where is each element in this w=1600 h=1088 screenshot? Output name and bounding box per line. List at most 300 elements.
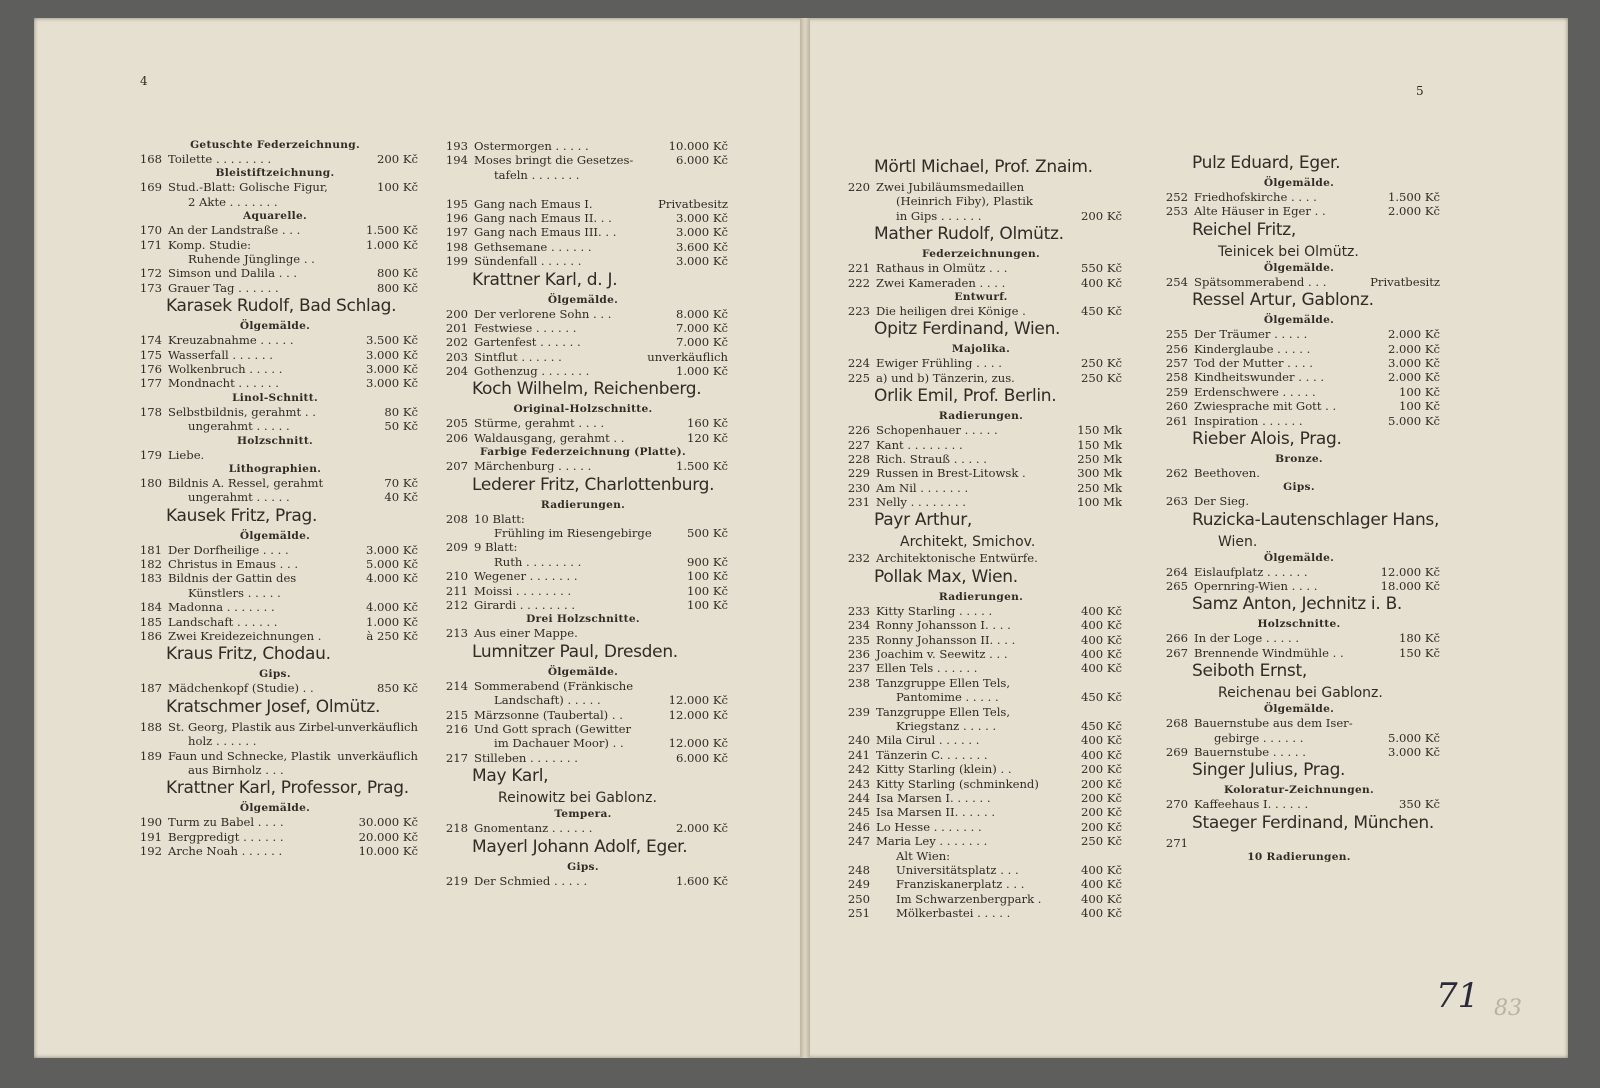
- catalog-entry: [132, 238, 418, 267]
- entry-title: Ellen Tels . . . . . .: [876, 661, 978, 676]
- entry-number: 194: [445, 153, 468, 168]
- entry-title: An der Landstraße . . .: [168, 223, 301, 238]
- entry-price: 250 Kč: [1081, 834, 1122, 849]
- entry-price: 450 Kč: [1081, 690, 1122, 705]
- catalog-entry: [132, 720, 418, 749]
- entry-price: 100 Mk: [1077, 495, 1122, 510]
- entry-title-cont: im Dachauer Moor) . .: [494, 736, 624, 751]
- entry-title: Tanzgruppe Ellen Tels,: [876, 675, 1011, 690]
- entry-price: 3.000 Kč: [365, 376, 418, 391]
- catalog-entry: [840, 805, 1122, 819]
- entry-number: 256: [1165, 341, 1188, 356]
- entry-title-cont: holz . . . . . .: [188, 734, 257, 749]
- page-number-right: 5: [1416, 84, 1424, 98]
- entry-price: 100 Kč: [377, 180, 418, 195]
- entry-title: Gethsemane . . . . . .: [474, 239, 592, 254]
- catalog-entry: [438, 874, 728, 888]
- entry-price: 400 Kč: [1081, 891, 1122, 906]
- entry-number: 201: [445, 320, 468, 335]
- entry-title-cont: Pantomime . . . . .: [896, 690, 999, 705]
- entry-title: Tänzerin C. . . . . . .: [876, 747, 988, 762]
- entry-price: 8.000 Kč: [675, 306, 728, 321]
- catalog-entry: [438, 307, 728, 321]
- entry-price: 400 Kč: [1081, 647, 1122, 662]
- entry-price: 150 Kč: [1399, 645, 1440, 660]
- entry-title: Und Gott sprach (Gewitter: [474, 722, 632, 736]
- entry-price: 400 Kč: [1081, 733, 1122, 748]
- entry-title: Zwei Kreidezeichnungen .: [168, 629, 322, 644]
- entry-price: 500 Kč: [687, 526, 728, 541]
- entry-number: 177: [139, 376, 162, 391]
- entry-title: Madonna . . . . . . .: [168, 600, 275, 615]
- catalog-entry: [438, 708, 728, 722]
- section-heading: Ölgemälde.: [1263, 703, 1335, 716]
- entry-title: Komp. Studie:: [168, 237, 252, 252]
- entry-number: 250: [847, 891, 870, 906]
- catalog-entry: [132, 376, 418, 390]
- catalog-entry: [840, 180, 1122, 223]
- entry-title-cont: Ruhende Jünglinge . .: [188, 251, 315, 266]
- entry-number: 184: [139, 600, 162, 615]
- catalog-entry: [132, 600, 418, 614]
- artist-name: Kratschmer Josef, Olmütz.: [166, 696, 381, 717]
- entry-title: Girardi . . . . . . . .: [474, 598, 576, 613]
- entry-number: 258: [1165, 370, 1188, 385]
- entry-title: Ronny Johansson I. . . .: [876, 618, 1011, 633]
- entry-title: Mädchenkopf (Studie) . .: [168, 681, 314, 696]
- entry-price: 18.000 Kč: [1380, 579, 1440, 594]
- entry-number: 236: [847, 647, 870, 662]
- catalog-entry: [132, 844, 418, 858]
- catalog-entry: [438, 626, 728, 640]
- entry-title-cont: Ruth . . . . . . . .: [494, 554, 582, 569]
- catalog-entry: [1158, 356, 1440, 370]
- entry-title-cont: Künstlers . . . . .: [188, 585, 281, 600]
- entry-price: 150 Mk: [1077, 437, 1122, 452]
- catalog-entry: [132, 543, 418, 557]
- entry-title: Stud.-Blatt: Golische Figur,: [168, 180, 328, 195]
- catalog-entry: [840, 834, 1122, 848]
- artist-name: Koch Wilhelm, Reichenberg.: [472, 379, 702, 400]
- section-heading: Linol-Schnitt.: [232, 391, 318, 404]
- entry-title: Kitty Starling . . . . .: [876, 603, 993, 618]
- entry-price: 1.000 Kč: [365, 237, 418, 252]
- section-heading: Farbige Federzeichnung (Platte).: [480, 446, 686, 459]
- entry-title: Kaffeehaus I. . . . . .: [1194, 797, 1309, 812]
- entry-price: 12.000 Kč: [668, 707, 728, 722]
- catalog-entry: [438, 197, 728, 211]
- entry-title: Brennende Windmühle . .: [1194, 645, 1344, 660]
- entry-title: Der Träumer . . . . .: [1194, 327, 1308, 342]
- entry-title: Der Dorfheilige . . . .: [168, 542, 289, 557]
- entry-title: Mondnacht . . . . . .: [168, 376, 279, 391]
- entry-title: Moissi . . . . . . . .: [474, 583, 572, 598]
- entry-title: Nelly . . . . . . . .: [876, 495, 966, 510]
- entry-price: 100 Kč: [687, 598, 728, 613]
- entry-number: 247: [847, 834, 870, 849]
- entry-number: 266: [1165, 631, 1188, 646]
- artist-name: Pulz Eduard, Eger.: [1192, 153, 1341, 173]
- entry-price: 12.000 Kč: [1380, 564, 1440, 579]
- entry-number: 242: [847, 762, 870, 777]
- entry-price: 200 Kč: [1081, 790, 1122, 805]
- entry-title: Bildnis A. Ressel, gerahmt: [168, 475, 324, 490]
- entry-title: Tod der Mutter . . . .: [1194, 355, 1313, 370]
- catalog-entry: [438, 153, 728, 196]
- entry-number: 232: [847, 551, 870, 566]
- catalog-entry: [840, 762, 1122, 776]
- artist-name: Reichel Fritz,: [1192, 219, 1296, 240]
- section-heading: Federzeichnungen.: [921, 248, 1041, 261]
- section-heading: Original-Holzschnitte.: [513, 403, 653, 416]
- entry-price: 3.000 Kč: [1387, 355, 1440, 370]
- section-heading: Bleistiftzeichnung.: [215, 167, 335, 180]
- catalog-entry: [132, 681, 418, 695]
- entry-number: 172: [139, 266, 162, 281]
- entry-price: 160 Kč: [687, 416, 728, 431]
- artist-name: Seiboth Ernst,: [1192, 661, 1307, 682]
- entry-number: 262: [1165, 465, 1188, 480]
- artist-location: Wien.: [1218, 533, 1258, 550]
- entry-title-cont: Landschaft) . . . . .: [494, 693, 601, 708]
- catalog-entry: [840, 733, 1122, 747]
- entry-number: 203: [445, 349, 468, 364]
- catalog-entry: [1158, 579, 1440, 593]
- entry-title: Liebe.: [168, 447, 205, 462]
- entry-price: 3.000 Kč: [365, 347, 418, 362]
- section-heading: Lithographien.: [228, 462, 322, 475]
- catalog-entry: [132, 333, 418, 347]
- catalog-entry: [840, 423, 1122, 437]
- entry-title: Kreuzabnahme . . . . .: [168, 333, 294, 348]
- catalog-entry: [132, 348, 418, 362]
- entry-number: 187: [139, 681, 162, 696]
- entry-title: Sintflut . . . . . .: [474, 349, 562, 364]
- entry-title: Landschaft . . . . . .: [168, 614, 278, 629]
- entry-title: Im Schwarzenbergpark .: [896, 891, 1042, 906]
- entry-price: 400 Kč: [1081, 747, 1122, 762]
- entry-title: Zwei Jubiläumsmedaillen: [876, 180, 1025, 194]
- entry-number: 255: [1165, 327, 1188, 342]
- entry-title: Isa Marsen I. . . . . .: [876, 790, 991, 805]
- entry-number: 227: [847, 437, 870, 452]
- artist-name: Kraus Fritz, Chodau.: [166, 644, 331, 665]
- catalog-entry: [438, 722, 728, 751]
- entry-title: Erdenschwere . . . . .: [1194, 384, 1316, 399]
- handwritten-number: 71: [1436, 976, 1480, 1016]
- section-heading: Ölgemälde.: [547, 665, 619, 678]
- entry-number: 171: [139, 237, 162, 252]
- catalog-entry: [840, 863, 1122, 877]
- entry-number: 254: [1165, 274, 1188, 289]
- entry-title: Bauernstube aus dem Iser-: [1194, 716, 1353, 731]
- entry-title-cont: aus Birnholz . . .: [188, 763, 284, 778]
- entry-title: Kitty Starling (schminkend): [876, 776, 1039, 791]
- entry-title: In der Loge . . . . .: [1194, 631, 1300, 646]
- entry-title: Wegener . . . . . . .: [474, 569, 578, 584]
- entry-price: 3.000 Kč: [675, 210, 728, 225]
- entry-title: St. Georg, Plastik aus Zirbel-: [168, 719, 339, 734]
- entry-number: 246: [847, 819, 870, 834]
- entry-title: Eislaufplatz . . . . . .: [1194, 564, 1308, 579]
- catalog-entry: [1158, 342, 1440, 356]
- artist-name: Ruzicka-Lautenschlager Hans,: [1192, 509, 1440, 530]
- catalog-entry: [840, 438, 1122, 452]
- entry-number: 231: [847, 495, 870, 510]
- entry-price: 350 Kč: [1399, 797, 1440, 812]
- entry-number: 251: [847, 906, 870, 921]
- entry-price: Privatbesitz: [658, 196, 728, 211]
- section-heading: Majolika.: [951, 343, 1011, 356]
- catalog-entry: [132, 557, 418, 571]
- artist-name: Payr Arthur,: [874, 510, 972, 531]
- entry-title: Spätsommerabend . . .: [1194, 274, 1327, 289]
- entry-price: 400 Kč: [1081, 632, 1122, 647]
- catalog-entry: [840, 495, 1122, 509]
- catalog-entry: [840, 906, 1122, 920]
- entry-title: Der verlorene Sohn . . .: [474, 306, 612, 321]
- entry-title-cont: 2 Akte . . . . . . .: [188, 194, 278, 209]
- entry-price: 3.500 Kč: [365, 333, 418, 348]
- entry-number: 179: [139, 447, 162, 462]
- catalog-entry: [438, 139, 728, 153]
- section-heading: Ölgemälde.: [547, 293, 619, 306]
- catalog-entry: [438, 335, 728, 349]
- entry-title: Wolkenbruch . . . . .: [168, 361, 283, 376]
- entry-title: Christus in Emaus . . .: [168, 557, 299, 572]
- entry-price: à 250 Kč: [366, 629, 418, 644]
- entry-number: 260: [1165, 399, 1188, 414]
- artist-location: Reinowitz bei Gablonz.: [498, 790, 657, 807]
- entry-number: 190: [139, 815, 162, 830]
- entry-number: 217: [445, 750, 468, 765]
- catalog-entry: [438, 459, 728, 473]
- section-heading: Gips.: [259, 668, 291, 681]
- entry-number: 261: [1165, 413, 1188, 428]
- entry-title-cont: tafeln . . . . . . .: [494, 167, 580, 182]
- catalog-entry: [840, 604, 1122, 618]
- entry-number: 202: [445, 335, 468, 350]
- artist-name: Mayerl Johann Adolf, Eger.: [472, 836, 688, 857]
- entry-price: 400 Kč: [1081, 877, 1122, 892]
- catalog-entry: [840, 705, 1122, 734]
- entry-title: Toilette . . . . . . . .: [168, 152, 272, 166]
- entry-number: 206: [445, 430, 468, 445]
- catalog-entry: [438, 416, 728, 430]
- entry-title: Wasserfall . . . . . .: [168, 347, 273, 362]
- catalog-entry: [132, 476, 418, 505]
- catalog-entry: [438, 584, 728, 598]
- entry-title: Gartenfest . . . . . .: [474, 335, 581, 350]
- catalog-entry: [438, 254, 728, 268]
- section-heading: Radierungen.: [540, 498, 626, 511]
- catalog-entry: [840, 633, 1122, 647]
- catalog-entry: [840, 481, 1122, 495]
- entry-price: 200 Kč: [1081, 762, 1122, 777]
- entry-title: Tanzgruppe Ellen Tels,: [876, 704, 1011, 719]
- section-heading: Gips.: [567, 860, 599, 873]
- entry-price: 200 Kč: [377, 152, 418, 166]
- entry-price: 2.000 Kč: [1387, 370, 1440, 385]
- catalog-entry: [1158, 204, 1440, 218]
- entry-number: 192: [139, 844, 162, 859]
- catalog-entry: [132, 180, 418, 209]
- entry-number: 249: [847, 877, 870, 892]
- entry-number: 191: [139, 829, 162, 844]
- entry-number: 185: [139, 614, 162, 629]
- entry-title: Die heiligen drei Könige .: [876, 303, 1026, 318]
- entry-title: Moses bringt die Gesetzes-: [474, 153, 634, 168]
- entry-number: 178: [139, 404, 162, 419]
- catalog-entry: [132, 815, 418, 829]
- artist-name: Kausek Fritz, Prag.: [166, 505, 318, 526]
- entry-title: Faun und Schnecke, Plastik: [168, 748, 331, 763]
- entry-title: Aus einer Mappe.: [474, 626, 578, 641]
- catalog-entry: [132, 405, 418, 434]
- entry-title: Der Schmied . . . . .: [474, 873, 588, 888]
- entry-number: 269: [1165, 745, 1188, 760]
- catalog-entry: [840, 551, 1122, 565]
- section-heading: Ölgemälde.: [1263, 177, 1335, 189]
- entry-title: Friedhofskirche . . . .: [1194, 190, 1317, 204]
- catalog-entry: [840, 777, 1122, 791]
- entry-price: 300 Mk: [1077, 466, 1122, 481]
- entry-price: 800 Kč: [377, 280, 418, 295]
- entry-price: 400 Kč: [1081, 906, 1122, 921]
- entry-price: 200 Kč: [1081, 819, 1122, 834]
- entry-price: 5.000 Kč: [365, 557, 418, 572]
- catalog-entry: [1158, 370, 1440, 384]
- handwritten-number-faint: 83: [1494, 996, 1522, 1021]
- entry-price: 450 Kč: [1081, 719, 1122, 734]
- catalog-entry: [438, 321, 728, 335]
- entry-price: 12.000 Kč: [668, 693, 728, 708]
- artist-name: Krattner Karl, Professor, Prag.: [166, 778, 409, 799]
- entry-number: 219: [445, 873, 468, 888]
- entry-number: 224: [847, 356, 870, 371]
- entry-title: Zwei Kameraden . . . .: [876, 275, 1006, 290]
- entry-number: 265: [1165, 579, 1188, 594]
- entry-title: Stilleben . . . . . . .: [474, 750, 578, 765]
- entry-price: 3.000 Kč: [365, 542, 418, 557]
- catalog-column-3: [840, 156, 1122, 921]
- entry-title: Inspiration . . . . . .: [1194, 413, 1303, 428]
- entry-number: 200: [445, 306, 468, 321]
- entry-title: Bildnis der Gattin des: [168, 571, 297, 586]
- entry-title: Lo Hesse . . . . . . .: [876, 819, 982, 834]
- entry-price: 2.000 Kč: [1387, 327, 1440, 342]
- entry-price: 400 Kč: [1081, 862, 1122, 877]
- artist-name: Lumnitzer Paul, Dresden.: [472, 641, 678, 662]
- entry-title: Waldausgang, gerahmt . .: [474, 430, 625, 445]
- entry-number: 198: [445, 239, 468, 254]
- entry-price: 400 Kč: [1081, 618, 1122, 633]
- entry-price: 5.000 Kč: [1387, 413, 1440, 428]
- group-label: [840, 849, 1122, 863]
- entry-number: 218: [445, 821, 468, 836]
- entry-number: 168: [139, 152, 162, 166]
- entry-title-cont: ungerahmt . . . . .: [188, 490, 290, 505]
- entry-number: 229: [847, 466, 870, 481]
- section-heading: Tempera.: [554, 808, 612, 821]
- entry-number: 197: [445, 225, 468, 240]
- entry-title: Ostermorgen . . . . .: [474, 139, 589, 153]
- catalog-entry: [132, 362, 418, 376]
- artist-name: Lederer Fritz, Charlottenburg.: [472, 474, 715, 495]
- entry-title: 10 Blatt:: [474, 511, 525, 526]
- catalog-entry: [438, 821, 728, 835]
- entry-price: 100 Kč: [1399, 399, 1440, 414]
- entry-price: 550 Kč: [1081, 261, 1122, 276]
- entry-number: 237: [847, 661, 870, 676]
- entry-title: Grauer Tag . . . . . .: [168, 280, 279, 295]
- entry-number: 176: [139, 361, 162, 376]
- artist-name: Ressel Artur, Gablonz.: [1192, 290, 1374, 311]
- entry-number: 193: [445, 139, 468, 153]
- entry-title: Turm zu Babel . . . .: [168, 815, 284, 830]
- catalog-entry: [840, 676, 1122, 705]
- section-heading: Ölgemälde.: [239, 320, 311, 333]
- entry-number: 169: [139, 180, 162, 195]
- entry-title: Mölkerbastei . . . . .: [896, 906, 1011, 921]
- artist-location: Reichenau bei Gablonz.: [1218, 685, 1383, 702]
- entry-title: Gang nach Emaus I.: [474, 196, 593, 211]
- catalog-entry: [1158, 646, 1440, 660]
- entry-number: 170: [139, 223, 162, 238]
- section-heading: Radierungen.: [938, 590, 1024, 603]
- entry-price: 30.000 Kč: [358, 815, 418, 830]
- section-heading: Holzschnitte.: [1257, 618, 1341, 631]
- section-heading: Gips.: [1283, 481, 1315, 494]
- entry-number: 214: [445, 678, 468, 693]
- catalog-entry: [438, 512, 728, 541]
- entry-title: Selbstbildnis, gerahmt . .: [168, 404, 316, 419]
- book-gutter: [800, 18, 810, 1058]
- entry-price: 1.000 Kč: [365, 614, 418, 629]
- entry-title: Beethoven.: [1194, 465, 1260, 480]
- entry-title: Opernring-Wien . . . .: [1194, 579, 1318, 594]
- entry-price: 120 Kč: [687, 430, 728, 445]
- section-heading: Ölgemälde.: [1263, 551, 1335, 564]
- entry-number: 215: [445, 707, 468, 722]
- entry-number: 240: [847, 733, 870, 748]
- section-heading: Radierungen.: [938, 410, 1024, 423]
- entry-price: 100 Kč: [687, 569, 728, 584]
- entry-number: 259: [1165, 384, 1188, 399]
- entry-price: 100 Kč: [687, 583, 728, 598]
- artist-name: Karasek Rudolf, Bad Schlag.: [166, 296, 397, 317]
- artist-name: Krattner Karl, d. J.: [472, 269, 618, 290]
- artist-name: Singer Julius, Prag.: [1192, 760, 1346, 781]
- entry-number: 264: [1165, 564, 1188, 579]
- entry-number: 248: [847, 862, 870, 877]
- entry-price: 100 Kč: [1399, 384, 1440, 399]
- entry-number: 263: [1165, 494, 1188, 509]
- entry-title: Architektonische Entwürfe.: [876, 551, 1038, 566]
- catalog-column-1: [132, 138, 418, 859]
- catalog-entry: [1158, 327, 1440, 341]
- catalog-entry: [132, 615, 418, 629]
- entry-number: 182: [139, 557, 162, 572]
- section-heading: Koloratur-Zeichnungen.: [1223, 784, 1375, 797]
- entry-price: 70 Kč: [384, 475, 418, 490]
- artist-location: Architekt, Smichov.: [900, 534, 1036, 551]
- entry-title-cont: in Gips . . . . . .: [896, 208, 982, 223]
- entry-title: Märzsonne (Taubertal) . .: [474, 707, 623, 722]
- entry-price: 3.000 Kč: [365, 361, 418, 376]
- entry-number: 175: [139, 347, 162, 362]
- entry-price: 1.000 Kč: [675, 364, 728, 379]
